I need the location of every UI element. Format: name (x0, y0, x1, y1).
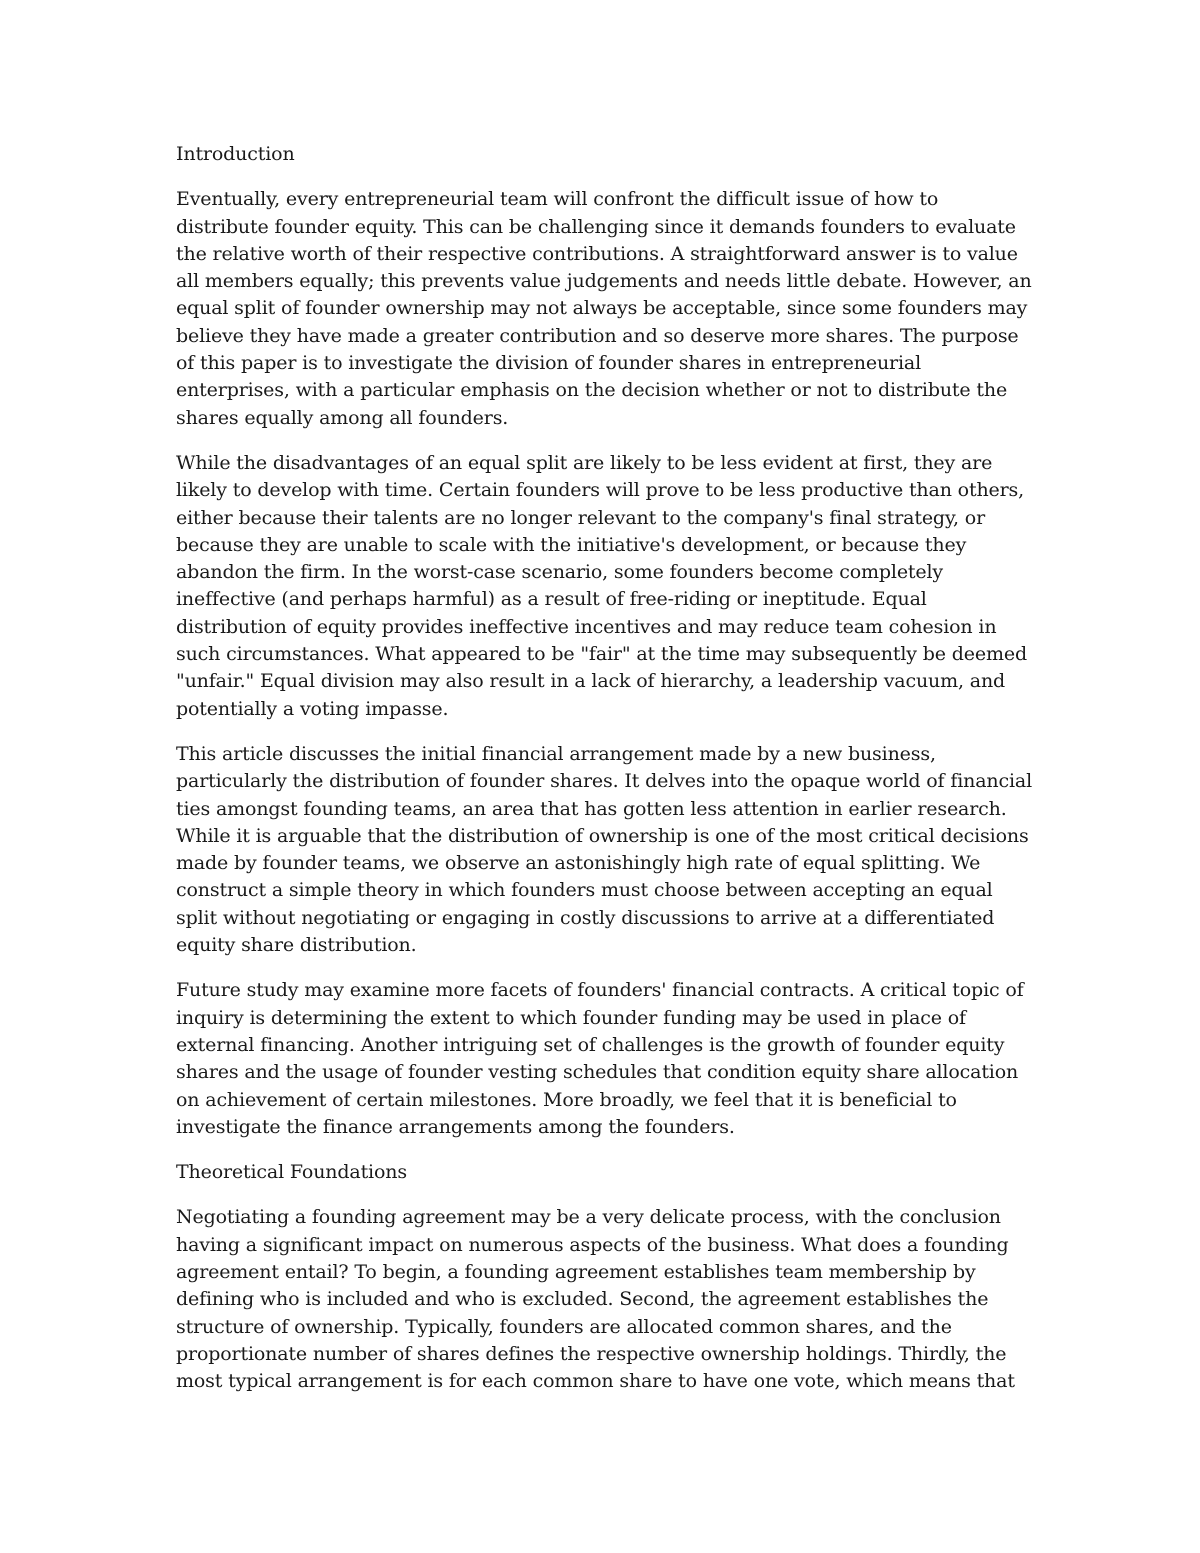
paragraph: Future study may examine more facets of founders' financial contracts. A critical topic of inquiry is determining the extent to which founder funding may be used in place of external financing. Another intriguing set of challenges is the growth of founder equity shares and the usage of founder vesting schedules that condition equity share allocation on achievement of certain milestones. More broadly, we feel that it is beneficial to investigate the finance arrangements among the founders. (176, 979, 1024, 1138)
paragraph: Eventually, every entrepreneurial team will confront the difficult issue of how to distribute founder equity. This can be challenging since it demands founders to evaluate the relative worth of their respective contributions. A straightforward answer is to value all members equally; this prevents value judgements and needs little debate. However, an equal split of founder ownership may not always be acceptable, since some founders may believe they have made a greater contribution and so deserve more shares. The purpose of this paper is to investigate the division of founder shares in entrepreneurial enterprises, with a particular emphasis on the decision whether or not to distribute the shares equally among all founders. (176, 188, 1032, 429)
document-body (176, 141, 1036, 1413)
paragraph: Negotiating a founding agreement may be a very delicate process, with the conclusion having a significant impact on numerous aspects of the business. What does a founding agreement entail? To begin, a founding agreement establishes team membership by defining who is included and who is excluded. Second, the agreement establishes the structure of ownership. Typically, founders are allocated common shares, and the proportionate number of shares defines the respective ownership holdings. Thirdly, the most typical arrangement is for each common share to have one vote, which means that (176, 1206, 1015, 1393)
section-heading-introduction: Introduction (176, 143, 295, 165)
paragraph: While the disadvantages of an equal split are likely to be less evident at first, they are likely to develop with time. Certain founders will prove to be less productive than others, either because their talents are no longer relevant to the company's final strategy, or because they are unable to scale with the initiative's development, or because they abandon the firm. In the worst-case scenario, some founders become completely ineffective (and perhaps harmful) as a result of free-riding or ineptitude. Equal distribution of equity provides ineffective incentives and may reduce team cohesion in such circumstances. What appeared to be "fair" at the time may subsequently be deemed "unfair." Equal division may also result in a lack of hierarchy, a leadership vacuum, and potentially a voting impasse. (176, 451, 1027, 720)
section-heading-theoretical-foundations: Theoretical Foundations (176, 1161, 407, 1184)
paragraph: This article discusses the initial financial arrangement made by a new business, particularly the distribution of founder shares. It delves into the opaque world of financial ties amongst founding teams, an area that has gotten less attention in earlier research. While it is arguable that the distribution of ownership is one of the most critical decisions made by founder teams, we observe an astonishingly high rate of equal splitting. We construct a simple theory in which founders must choose between accepting an equal split without negotiating or engaging in costly discussions to arrive at a differentiated equity share distribution. (176, 742, 1033, 957)
